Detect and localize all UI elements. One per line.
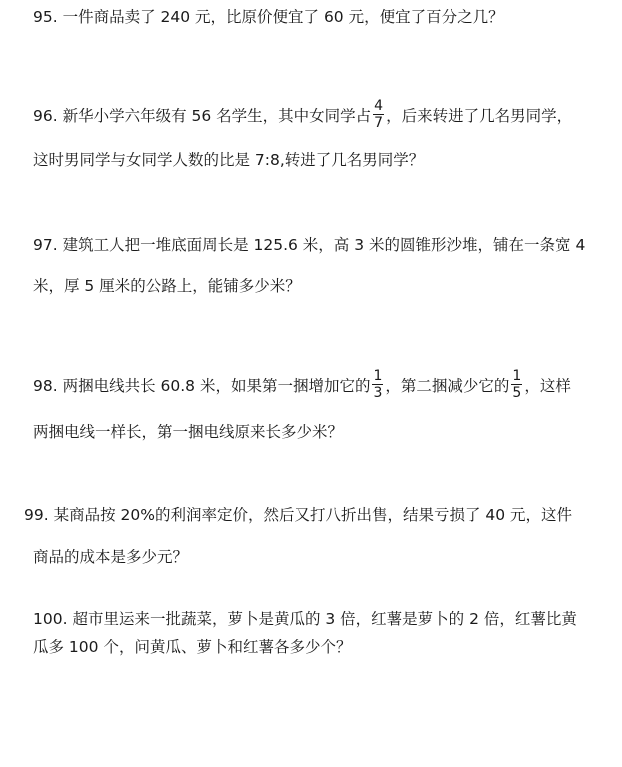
fraction-four-sevenths — [373, 98, 384, 131]
question-96-text-a: 96. 新华小学六年级有 56 名学生，其中女同学占 — [33, 107, 372, 125]
question-98-text-b: ，第二捆减少它的 — [385, 377, 510, 395]
fraction-one-third — [372, 368, 383, 401]
question-100-line-1: 100. 超市里运来一批蔬菜，萝卜是黄瓜的 3 倍，红薯是萝卜的 2 倍，红薯比黄 — [33, 610, 577, 628]
fraction-numerator: 1 — [512, 368, 522, 384]
question-96-line-2: 这时男同学与女同学人数的比是 7:8,转进了几名男同学？ — [33, 151, 425, 169]
fraction-numerator: 1 — [373, 368, 383, 384]
question-99-line-1: 99. 某商品按 20%的利润率定价，然后又打八折出售，结果亏损了 40 元，这件 — [24, 506, 573, 524]
question-98-line-1 — [33, 370, 571, 403]
fraction-one-fifth — [511, 368, 522, 401]
question-97-line-2: 米，厚 5 厘米的公路上，能铺多少米？ — [33, 277, 301, 295]
question-98-line-2: 两捆电线一样长，第一捆电线原来长多少米？ — [33, 423, 344, 441]
question-96-text-b: ，后来转进了几名男同学， — [386, 107, 573, 125]
question-98-text-c: ，这样 — [524, 377, 571, 395]
question-98-text-a: 98. 两捆电线共长 60.8 米，如果第一捆增加它的 — [33, 377, 371, 395]
question-99-line-2: 商品的成本是多少元？ — [33, 548, 189, 566]
fraction-denominator: 5 — [512, 385, 522, 401]
fraction-denominator: 7 — [374, 115, 384, 131]
question-96-line-1 — [33, 100, 572, 133]
question-100-line-2: 瓜多 100 个，问黄瓜、萝卜和红薯各多少个？ — [33, 638, 352, 656]
question-97-line-1: 97. 建筑工人把一堆底面周长是 125.6 米，高 3 米的圆锥形沙堆，铺在一条宽 4 — [33, 236, 586, 254]
fraction-numerator: 4 — [374, 98, 384, 114]
question-95-line-1: 95. 一件商品卖了 240 元，比原价便宜了 60 元，便宜了百分之几？ — [33, 8, 504, 26]
fraction-denominator: 3 — [373, 385, 383, 401]
